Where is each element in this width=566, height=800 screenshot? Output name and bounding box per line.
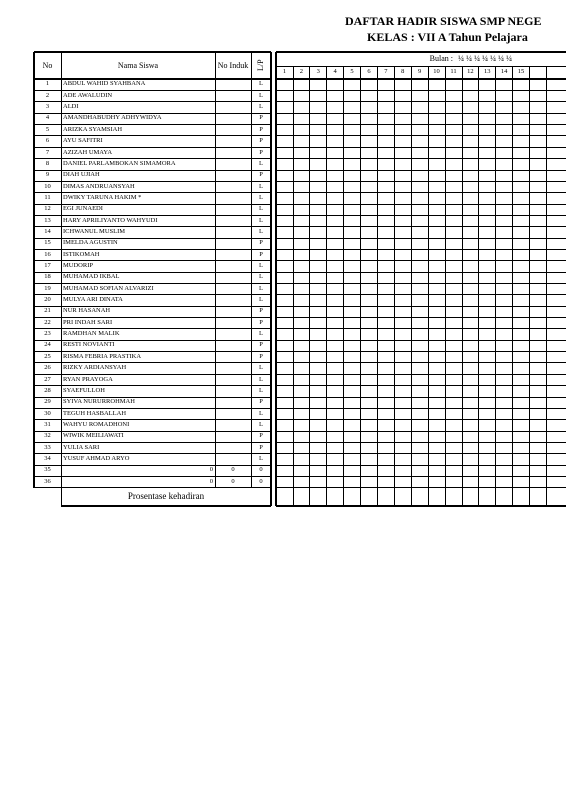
student-name: RIZKY ARDIANSYAH bbox=[63, 364, 127, 372]
student-name: ADE AWALUDIN bbox=[63, 91, 113, 99]
grid-line bbox=[343, 66, 344, 506]
row-number: 8 bbox=[45, 159, 50, 167]
student-name: RAMDHAN MALIK bbox=[63, 330, 120, 338]
grid-line bbox=[34, 135, 271, 136]
row-number: 1 bbox=[45, 80, 50, 88]
grid-line bbox=[275, 52, 277, 506]
grid-line bbox=[276, 442, 566, 443]
grid-line bbox=[270, 52, 272, 506]
student-name: EGI JUNAEDI bbox=[63, 205, 103, 213]
student-name: DIAH UJIAH bbox=[63, 171, 100, 179]
student-gender: L bbox=[259, 80, 263, 88]
day-number-8: 8 bbox=[401, 68, 405, 76]
grid-line bbox=[61, 52, 62, 506]
grid-line bbox=[34, 351, 271, 352]
student-gender: L bbox=[259, 330, 263, 338]
column-header-induk: No Induk bbox=[217, 60, 249, 70]
row-number: 19 bbox=[44, 284, 51, 292]
student-name: WAHYU ROMADHONI bbox=[63, 420, 130, 428]
student-gender: L bbox=[259, 364, 263, 372]
grid-line bbox=[34, 272, 271, 273]
grid-line bbox=[276, 340, 566, 341]
day-number-10: 10 bbox=[433, 68, 440, 76]
student-gender: L bbox=[259, 227, 263, 235]
grid-line bbox=[445, 66, 446, 506]
sheet-title: DAFTAR HADIR SISWA SMP NEGE bbox=[345, 14, 542, 28]
row-number: 20 bbox=[44, 296, 51, 304]
grid-line bbox=[276, 78, 566, 80]
grid-line bbox=[276, 397, 566, 398]
grid-line bbox=[33, 52, 35, 488]
grid-line bbox=[546, 66, 547, 506]
grid-line bbox=[276, 226, 566, 227]
grid-line bbox=[276, 317, 566, 318]
grid-line bbox=[34, 374, 271, 375]
student-name: AYU SAFITRI bbox=[63, 137, 103, 145]
grid-line bbox=[34, 260, 271, 261]
grid-line bbox=[34, 113, 271, 114]
grid-line bbox=[34, 453, 271, 454]
student-name: MUHAMAD SOFIAN ALVARIZI bbox=[63, 284, 154, 292]
grid-line bbox=[276, 328, 566, 329]
grid-line bbox=[34, 147, 271, 148]
day-number-13: 13 bbox=[483, 68, 491, 76]
grid-line bbox=[276, 487, 566, 489]
grid-line bbox=[276, 453, 566, 454]
student-gender: P bbox=[259, 171, 263, 179]
grid-line bbox=[276, 192, 566, 193]
grid-line bbox=[251, 52, 252, 488]
grid-line bbox=[529, 66, 530, 506]
day-number-6: 6 bbox=[367, 68, 371, 76]
zero-value: 0 bbox=[231, 466, 235, 474]
student-name: RESTI NOVIANTI bbox=[63, 341, 115, 349]
column-header-no: No bbox=[42, 60, 53, 70]
row-number: 30 bbox=[44, 409, 51, 417]
student-name: HARY APRILIYANTO WAHYUDI bbox=[63, 216, 158, 224]
student-name: ARIZKA SYAMSIAH bbox=[63, 125, 123, 133]
grid-line bbox=[377, 66, 378, 506]
day-number-5: 5 bbox=[350, 68, 354, 76]
student-name: AZIZAH UMAYA bbox=[63, 148, 113, 156]
grid-line bbox=[512, 66, 513, 506]
student-gender: P bbox=[259, 250, 263, 258]
grid-line bbox=[34, 419, 271, 420]
grid-line bbox=[34, 78, 271, 80]
student-gender: P bbox=[259, 114, 263, 122]
grid-line bbox=[276, 158, 566, 159]
student-gender: L bbox=[259, 420, 263, 428]
student-name: AMANDHABUDHY ADHYWIDYA bbox=[63, 114, 162, 122]
student-gender: P bbox=[259, 307, 263, 315]
row-number: 17 bbox=[44, 262, 51, 270]
row-number: 21 bbox=[44, 307, 51, 315]
grid-line bbox=[34, 317, 271, 318]
student-gender: L bbox=[259, 284, 263, 292]
grid-line bbox=[276, 294, 566, 295]
grid-line bbox=[276, 272, 566, 273]
grid-line bbox=[34, 476, 271, 477]
grid-line bbox=[34, 442, 271, 443]
zero-value: 0 bbox=[209, 477, 213, 485]
student-name: MUDORIP bbox=[63, 262, 93, 270]
month-label: Bulan : bbox=[429, 54, 453, 63]
student-gender: 0 bbox=[259, 477, 263, 485]
student-gender: P bbox=[259, 398, 263, 406]
grid-line bbox=[34, 408, 271, 409]
grid-line bbox=[276, 385, 566, 386]
student-gender: L bbox=[259, 159, 263, 167]
grid-line bbox=[34, 90, 271, 91]
student-name: DWIKY TARUNA HAKIM * bbox=[63, 193, 142, 201]
day-number-3: 3 bbox=[316, 68, 320, 76]
zero-value: 0 bbox=[231, 477, 235, 485]
row-number: 10 bbox=[44, 182, 51, 190]
grid-line bbox=[276, 351, 566, 352]
student-gender: P bbox=[259, 341, 263, 349]
grid-line bbox=[34, 158, 271, 159]
grid-line bbox=[34, 51, 271, 53]
row-number: 34 bbox=[44, 454, 51, 462]
student-gender: P bbox=[259, 443, 263, 451]
grid-line bbox=[34, 249, 271, 250]
row-number: 12 bbox=[44, 205, 51, 213]
row-number: 6 bbox=[45, 137, 50, 145]
row-number: 18 bbox=[44, 273, 51, 281]
student-gender: L bbox=[259, 103, 263, 111]
row-number: 33 bbox=[44, 443, 51, 451]
row-number: 36 bbox=[44, 477, 51, 485]
grid-line bbox=[34, 192, 271, 193]
student-gender: L bbox=[259, 91, 263, 99]
grid-line bbox=[276, 238, 566, 239]
grid-line bbox=[34, 362, 271, 363]
row-number: 29 bbox=[44, 398, 51, 406]
grid-line bbox=[34, 385, 271, 386]
student-name: MULYA ARI DINATA bbox=[63, 296, 123, 304]
grid-line bbox=[495, 66, 496, 506]
student-gender: P bbox=[259, 318, 263, 326]
row-number: 3 bbox=[45, 103, 50, 111]
class-label: KELAS bbox=[367, 30, 408, 44]
student-gender: L bbox=[259, 386, 263, 394]
grid-line bbox=[34, 397, 271, 398]
grid-line bbox=[276, 124, 566, 125]
day-number-11: 11 bbox=[450, 68, 457, 76]
student-name: DANIEL PARLAMBOKAN SIMAMORA bbox=[63, 159, 176, 167]
grid-line bbox=[276, 204, 566, 205]
day-number-4: 4 bbox=[333, 68, 337, 76]
grid-line bbox=[276, 113, 566, 114]
grid-line bbox=[276, 362, 566, 363]
column-header-name: Nama Siswa bbox=[117, 60, 159, 70]
grid-line bbox=[276, 215, 566, 216]
row-number: 7 bbox=[45, 148, 50, 156]
grid-line bbox=[276, 170, 566, 171]
row-number: 5 bbox=[45, 125, 50, 133]
grid-line bbox=[276, 51, 566, 53]
student-gender: L bbox=[259, 193, 263, 201]
student-name: TEGUH HASBALLAH bbox=[63, 409, 127, 417]
student-name: DIMAS ANDRUANSYAH bbox=[63, 182, 135, 190]
student-gender: L bbox=[259, 216, 263, 224]
month-value: ¼ ¼ ¼ ¼ ¼ ¼ ¼ bbox=[458, 54, 512, 63]
student-name: NUR HASANAH bbox=[63, 307, 111, 315]
grid-line bbox=[276, 90, 566, 91]
grid-line bbox=[276, 505, 566, 507]
row-number: 28 bbox=[44, 386, 51, 394]
grid-line bbox=[276, 374, 566, 375]
grid-line bbox=[34, 283, 271, 284]
row-number: 14 bbox=[44, 227, 51, 235]
student-name: SYAEFULLOH bbox=[63, 386, 105, 394]
grid-line bbox=[34, 170, 271, 171]
student-name: SYIVA NURURROHMAH bbox=[63, 398, 135, 406]
grid-line bbox=[34, 306, 271, 307]
grid-line bbox=[34, 487, 271, 489]
grid-line bbox=[276, 249, 566, 250]
grid-line bbox=[276, 147, 566, 148]
row-number: 23 bbox=[44, 330, 51, 338]
grid-line bbox=[276, 283, 566, 284]
student-gender: P bbox=[259, 432, 263, 440]
row-number: 24 bbox=[44, 341, 51, 349]
grid-line bbox=[428, 66, 429, 506]
class-value: VII A bbox=[417, 30, 446, 44]
row-number: 32 bbox=[44, 432, 51, 440]
day-number-14: 14 bbox=[500, 68, 508, 76]
grid-line bbox=[276, 66, 566, 67]
grid-line bbox=[309, 66, 310, 506]
student-gender: L bbox=[259, 296, 263, 304]
grid-line bbox=[276, 419, 566, 420]
day-number-9: 9 bbox=[418, 68, 422, 76]
grid-line bbox=[276, 135, 566, 136]
grid-line bbox=[276, 465, 566, 466]
row-number: 9 bbox=[45, 171, 50, 179]
grid-line bbox=[394, 66, 395, 506]
grid-line bbox=[276, 101, 566, 102]
row-number: 4 bbox=[45, 114, 50, 122]
grid-line bbox=[34, 238, 271, 239]
grid-line bbox=[34, 294, 271, 295]
grid-line bbox=[276, 476, 566, 477]
student-name: MUHAMAD IKBAL bbox=[63, 273, 120, 281]
row-number: 15 bbox=[44, 239, 51, 247]
day-number-12: 12 bbox=[467, 68, 474, 76]
day-number-2: 2 bbox=[299, 68, 303, 76]
day-number-7: 7 bbox=[384, 68, 388, 76]
grid-line bbox=[34, 215, 271, 216]
grid-line bbox=[276, 260, 566, 261]
grid-line bbox=[34, 431, 271, 432]
student-gender: P bbox=[259, 137, 263, 145]
student-gender: L bbox=[259, 205, 263, 213]
grid-line bbox=[34, 101, 271, 102]
grid-line bbox=[360, 66, 361, 506]
student-gender: 0 bbox=[259, 466, 263, 474]
percentage-label: Prosentase kehadiran bbox=[127, 491, 205, 502]
row-number: 27 bbox=[44, 375, 51, 383]
row-number: 22 bbox=[44, 318, 51, 326]
student-name: PRI INDAH SARI bbox=[63, 318, 113, 326]
row-number: 31 bbox=[44, 420, 51, 428]
column-header-gender: L/P bbox=[256, 59, 265, 72]
grid-line bbox=[34, 204, 271, 205]
grid-line bbox=[276, 181, 566, 182]
student-gender: L bbox=[259, 454, 263, 462]
row-number: 35 bbox=[44, 466, 51, 474]
student-gender: L bbox=[259, 262, 263, 270]
day-number-15: 15 bbox=[517, 68, 525, 76]
grid-line bbox=[276, 306, 566, 307]
grid-line bbox=[34, 124, 271, 125]
grid-line bbox=[34, 226, 271, 227]
grid-line bbox=[276, 408, 566, 409]
row-number: 26 bbox=[44, 364, 51, 372]
row-number: 2 bbox=[45, 91, 50, 99]
student-name: WIWIK MEILIAWATI bbox=[63, 432, 124, 440]
student-gender: P bbox=[259, 239, 263, 247]
student-name: RYAN PRAYOGA bbox=[63, 375, 113, 383]
student-name: ALDI bbox=[63, 103, 79, 111]
student-gender: L bbox=[259, 375, 263, 383]
row-number: 13 bbox=[44, 216, 51, 224]
student-name: ISTIKOMAH bbox=[63, 250, 100, 258]
grid-line bbox=[293, 66, 294, 506]
student-name: YUSUF AHMAD ARYO bbox=[63, 454, 130, 462]
student-gender: L bbox=[259, 409, 263, 417]
grid-line bbox=[411, 66, 412, 506]
grid-line bbox=[34, 465, 271, 466]
day-number-1: 1 bbox=[282, 68, 287, 76]
student-name: IMELDA AGUSTIN bbox=[63, 239, 118, 247]
student-gender: L bbox=[259, 273, 263, 281]
grid-line bbox=[61, 505, 271, 507]
zero-value: 0 bbox=[209, 466, 213, 474]
grid-line bbox=[215, 52, 216, 488]
student-gender: P bbox=[259, 125, 263, 133]
student-gender: P bbox=[259, 148, 263, 156]
grid-line bbox=[326, 66, 327, 506]
student-gender: L bbox=[259, 182, 263, 190]
row-number: 11 bbox=[44, 193, 51, 201]
student-gender: P bbox=[259, 352, 263, 360]
grid-line bbox=[276, 431, 566, 432]
student-name: ABDUL WAHID SYAHBANA bbox=[63, 80, 146, 88]
grid-line bbox=[34, 328, 271, 329]
academic-year-label: Tahun Pelajara bbox=[448, 30, 528, 44]
grid-line bbox=[34, 340, 271, 341]
row-number: 25 bbox=[44, 352, 51, 360]
grid-line bbox=[478, 66, 479, 506]
student-name: RISMA FEBRIA PRASTIKA bbox=[63, 352, 142, 360]
grid-line bbox=[462, 66, 463, 506]
row-number: 16 bbox=[44, 250, 51, 258]
student-name: ICHWANUL MUSLIM bbox=[63, 227, 126, 235]
class-separator: : bbox=[410, 30, 415, 44]
grid-line bbox=[34, 181, 271, 182]
student-name: YULIA SARI bbox=[63, 443, 100, 451]
